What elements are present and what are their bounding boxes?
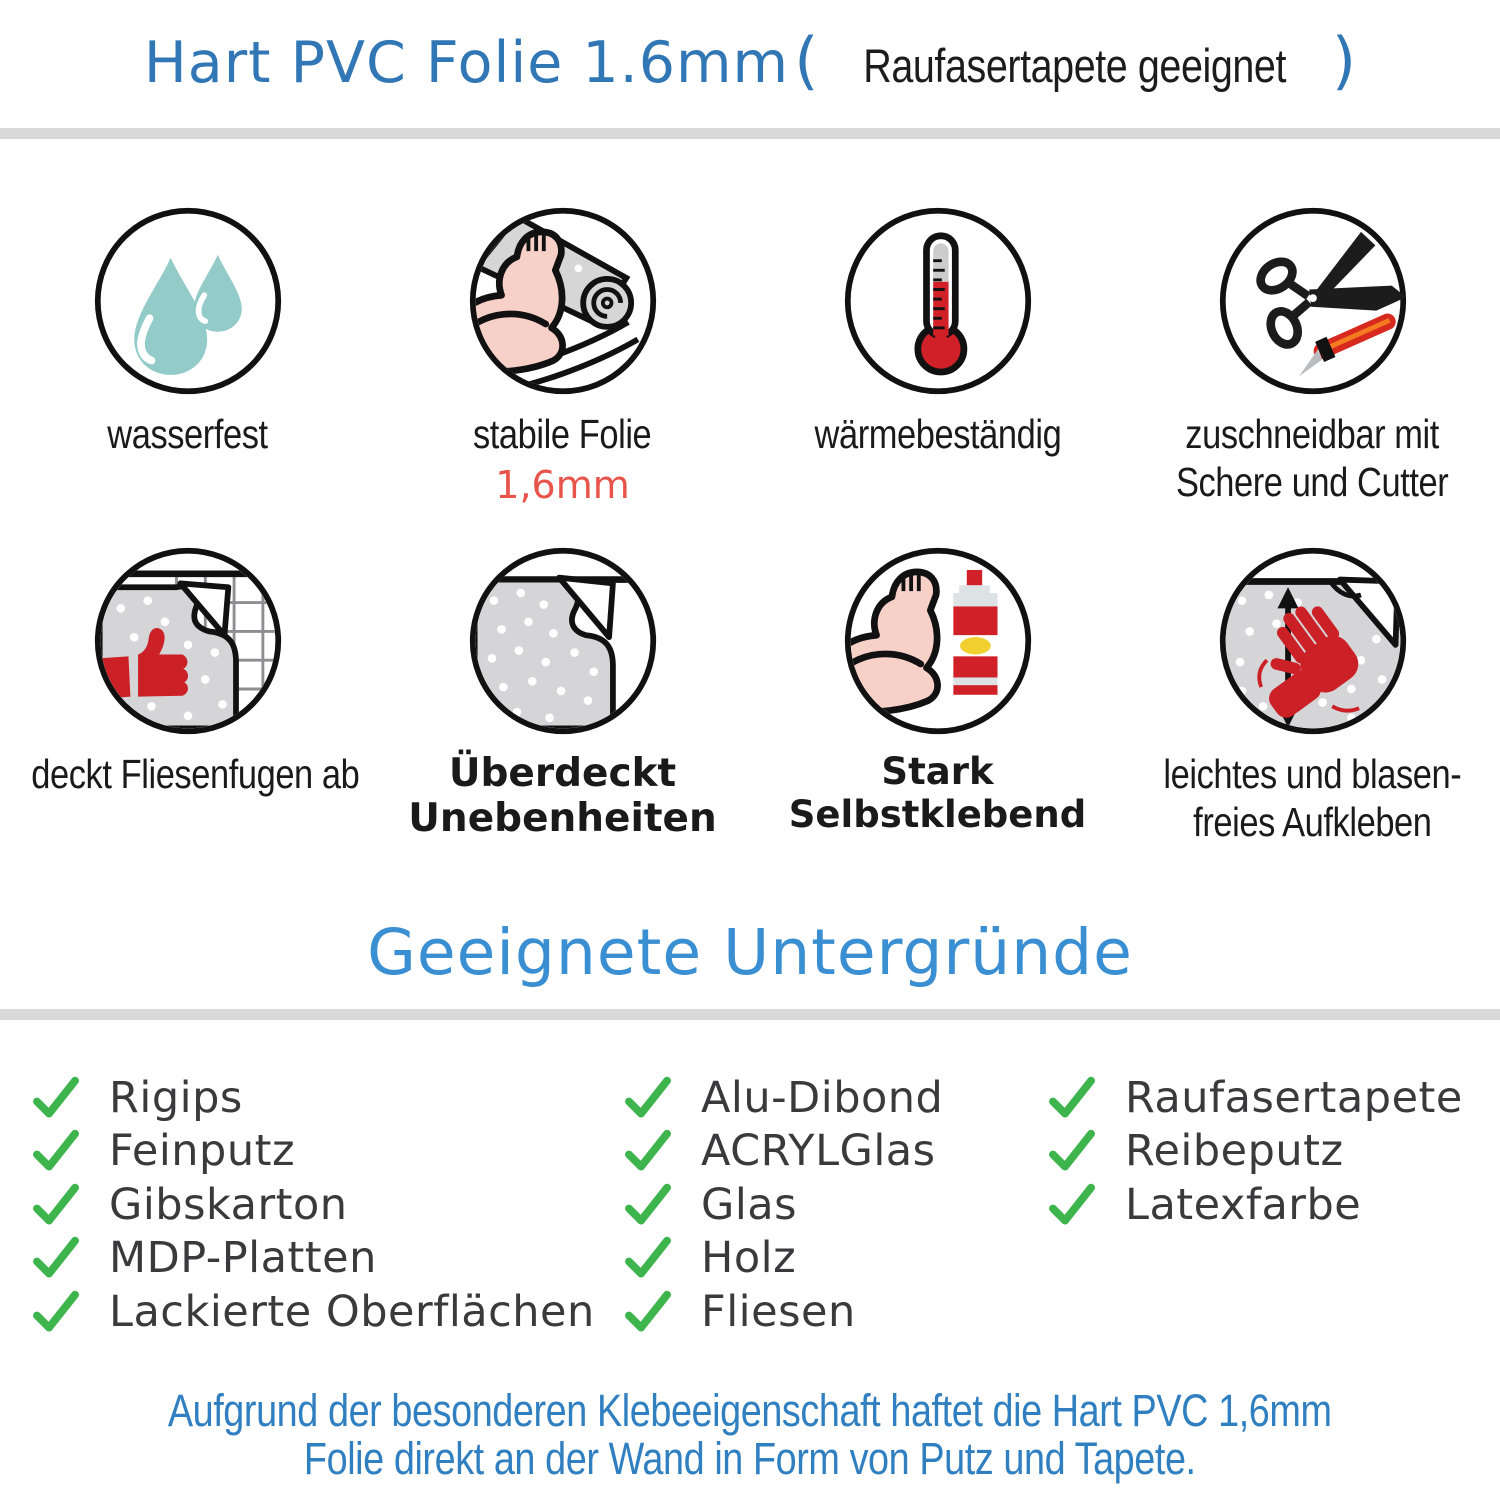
surface-label: Rigips	[109, 1073, 243, 1123]
divider	[0, 1009, 1500, 1020]
page-title	[0, 24, 1500, 97]
surface-item	[30, 1125, 295, 1177]
surface-item	[1046, 1125, 1344, 1177]
footer-note-line1: Aufgrund der besonderen Klebeeigenschaft haftet die Hart PVC 1,6mm	[168, 1385, 1332, 1436]
divider	[0, 128, 1500, 139]
surface-label: Raufasertapete	[1125, 1073, 1463, 1123]
feature-label: wärmebeständig	[814, 411, 1061, 457]
surface-label: ACRYLGlas	[701, 1126, 936, 1176]
feature-label: wasserfest	[107, 411, 268, 457]
title-paren-text: Raufasertapete geeignet	[863, 39, 1287, 92]
surface-label: Glas	[701, 1180, 798, 1230]
surface-label: Holz	[701, 1233, 797, 1283]
check-icon	[622, 1179, 674, 1231]
check-icon	[622, 1232, 674, 1284]
thermometer-icon	[842, 205, 1034, 397]
feature-label: stabile Folie	[473, 411, 652, 457]
surface-item	[30, 1232, 377, 1284]
surface-item	[622, 1072, 943, 1124]
check-icon	[1046, 1179, 1098, 1231]
check-icon	[30, 1179, 82, 1231]
surface-label: Fliesen	[701, 1287, 856, 1337]
check-icon	[30, 1072, 82, 1124]
surface-label: MDP-Platten	[109, 1233, 377, 1283]
check-icon	[30, 1286, 82, 1338]
surface-item	[30, 1179, 348, 1231]
surface-label: Alu-Dibond	[701, 1073, 944, 1123]
water-drops-icon	[92, 205, 284, 397]
surface-item	[1046, 1179, 1361, 1231]
surface-item	[622, 1179, 797, 1231]
check-icon	[30, 1232, 82, 1284]
feature-waermebestaendig	[750, 205, 1125, 459]
feature-selbstklebend	[750, 545, 1125, 837]
surface-label: Latexfarbe	[1125, 1180, 1362, 1230]
feature-zuschneidbar	[1125, 205, 1500, 506]
feature-label: Stark Selbstklebend	[788, 750, 1087, 836]
surface-label: Reibeputz	[1125, 1126, 1344, 1176]
surface-label: Feinputz	[109, 1126, 296, 1176]
title-paren-open: (	[794, 24, 819, 97]
check-icon	[622, 1286, 674, 1338]
muscle-foil-icon	[467, 205, 659, 397]
surface-label: Gibskarton	[109, 1180, 348, 1230]
check-icon	[1046, 1125, 1098, 1177]
feature-wasserfest	[0, 205, 375, 459]
surface-item	[1046, 1072, 1463, 1124]
scissors-cutter-icon	[1217, 205, 1409, 397]
title-paren-close: )	[1331, 24, 1357, 97]
check-icon	[30, 1125, 82, 1177]
check-icon	[622, 1072, 674, 1124]
surface-item	[30, 1286, 595, 1338]
surface-item	[30, 1072, 243, 1124]
feature-label: leichtes und blasen- freies Aufkleben	[1163, 751, 1462, 845]
check-icon	[622, 1125, 674, 1177]
check-icon	[1046, 1072, 1098, 1124]
feature-label: deckt Fliesenfugen ab	[31, 751, 360, 797]
surface-item	[622, 1286, 856, 1338]
feature-stabile-folie	[375, 205, 750, 507]
surface-item	[622, 1232, 796, 1284]
tile-thumbs-up-icon	[92, 545, 284, 737]
thickness-value: 1,6mm	[495, 462, 630, 507]
surfaces-heading: Geeignete Untergründe	[367, 916, 1133, 989]
feature-unebenheiten	[375, 545, 750, 841]
footer-note-line2: Folie direkt an der Wand in Form von Putz und Tapete.	[304, 1433, 1196, 1484]
surface-label: Lackierte Oberflächen	[109, 1287, 595, 1337]
title-main: Hart PVC Folie 1.6mm	[143, 30, 790, 96]
feature-aufkleben	[1125, 545, 1500, 846]
muscle-glue-icon	[842, 545, 1034, 737]
feature-fliesenfugen	[0, 545, 375, 799]
feature-label: Überdeckt Unebenheiten	[408, 751, 717, 842]
foil-curl-icon	[467, 545, 659, 737]
surface-item	[622, 1125, 936, 1177]
hand-smoothing-icon	[1217, 545, 1409, 737]
feature-label: zuschneidbar mit Schere und Cutter	[1176, 411, 1449, 505]
